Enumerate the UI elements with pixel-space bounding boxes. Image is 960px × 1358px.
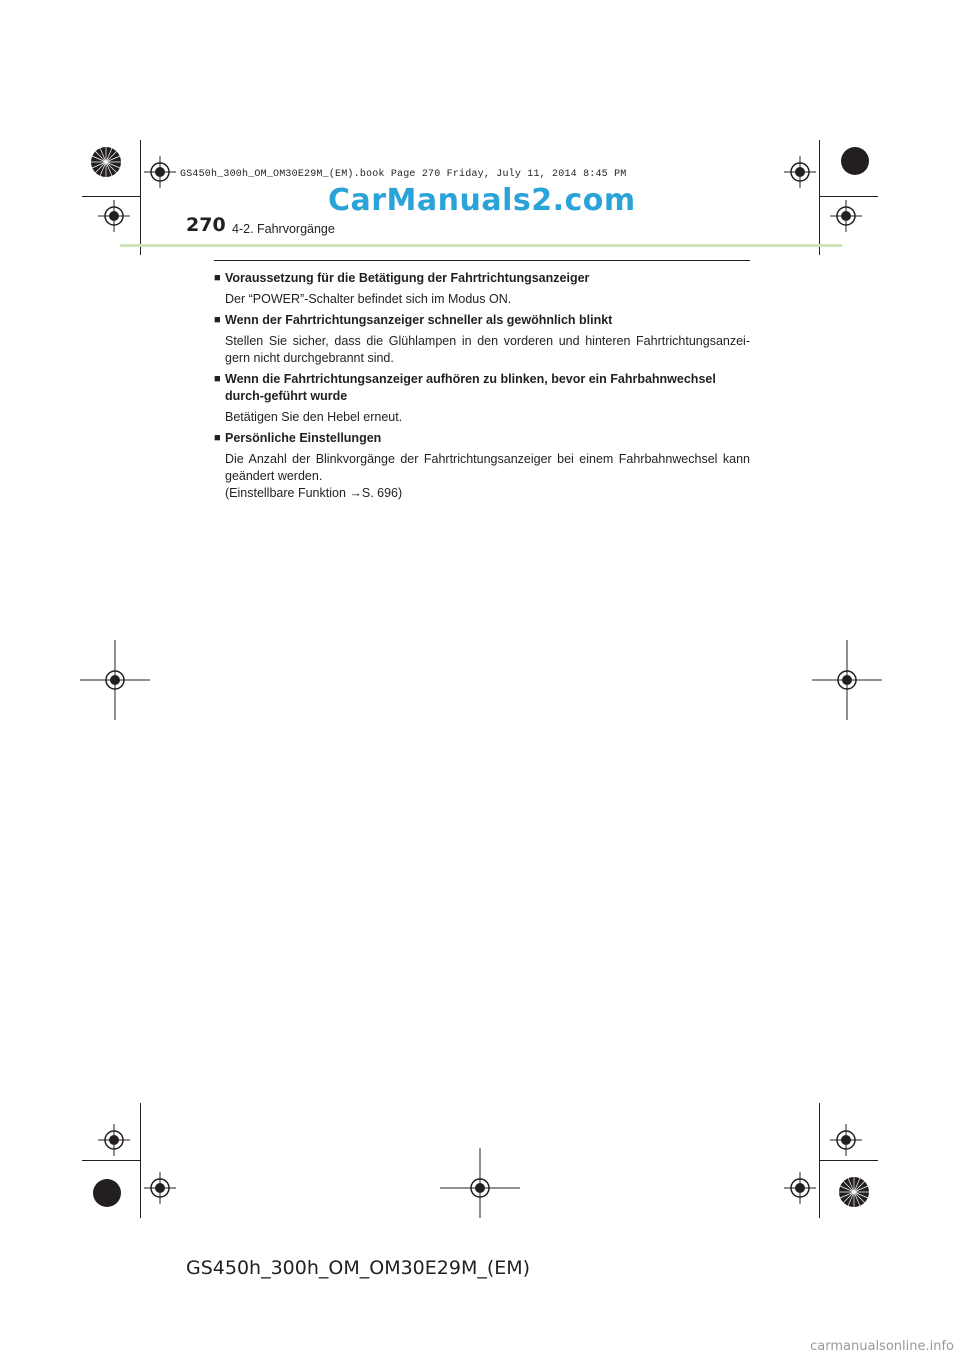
trim-line bbox=[820, 196, 878, 197]
page-number: 270 bbox=[186, 214, 226, 236]
starburst-mark-icon bbox=[90, 146, 122, 178]
registration-mark-icon bbox=[784, 156, 816, 188]
registration-mark-icon bbox=[830, 1124, 862, 1156]
heading-text: Wenn die Fahrtrichtungsanzeiger aufhören zu blinken, bevor ein Fahrbahnwechsel durch-geführt wurde bbox=[225, 372, 716, 403]
starburst-mark-icon bbox=[838, 1176, 870, 1208]
cross-reference-link[interactable]: (Einstellbare Funktion →S. 696) bbox=[225, 486, 403, 500]
print-info: GS450h_300h_OM_OM30E29M_(EM).book Page 270 Friday, July 11, 2014 8:45 PM bbox=[180, 169, 627, 180]
heading-text: Persönliche Einstellungen bbox=[225, 431, 382, 445]
registration-mark-icon bbox=[830, 200, 862, 232]
registration-mark-icon bbox=[144, 156, 176, 188]
bottom-banner-link[interactable]: carmanualsonline.info bbox=[810, 1339, 954, 1354]
body-text: Die Anzahl der Blinkvorgänge der Fahrtrichtungsanzeiger bei einem Fahrbahnwechsel kann geändert werden. bbox=[225, 452, 750, 483]
section-title: 4-2. Fahrvorgänge bbox=[232, 222, 335, 236]
registration-mark-icon bbox=[440, 1148, 520, 1218]
body-text: Der “POWER”-Schalter befindet sich im Modus ON. bbox=[225, 292, 512, 306]
watermark-link[interactable]: CarManuals2.com bbox=[328, 183, 636, 218]
section-heading bbox=[214, 270, 750, 287]
body-text: Stellen Sie sicher, dass die Glühlampen in den vorderen und hinteren Fahrtrichtungsanzei-gern nicht durchgebrannt sind. bbox=[225, 334, 750, 365]
square-bullet-icon: ■ bbox=[214, 432, 221, 444]
square-bullet-icon: ■ bbox=[214, 272, 221, 284]
footer-code: GS450h_300h_OM_OM30E29M_(EM) bbox=[186, 1257, 531, 1279]
content-area bbox=[214, 270, 750, 506]
registration-mark-icon bbox=[80, 640, 150, 720]
trim-line bbox=[140, 1103, 141, 1218]
trim-line bbox=[140, 140, 141, 255]
registration-mark-icon bbox=[98, 1124, 130, 1156]
registration-mark-icon bbox=[784, 1172, 816, 1204]
solid-circle-mark-icon bbox=[92, 1178, 122, 1208]
content-section bbox=[214, 270, 750, 308]
body-text: Betätigen Sie den Hebel erneut. bbox=[225, 410, 403, 424]
content-section bbox=[214, 430, 750, 502]
trim-line bbox=[819, 140, 820, 255]
trim-line bbox=[82, 196, 140, 197]
content-section bbox=[214, 312, 750, 367]
heading-text: Voraussetzung für die Betätigung der Fahrtrichtungsanzeiger bbox=[225, 271, 590, 285]
square-bullet-icon: ■ bbox=[214, 314, 221, 326]
section-heading bbox=[214, 430, 750, 447]
heading-text: Wenn der Fahrtrichtungsanzeiger schneller als gewöhnlich blinkt bbox=[225, 313, 613, 327]
header-rule bbox=[120, 244, 842, 247]
trim-line bbox=[82, 1160, 140, 1161]
content-section bbox=[214, 371, 750, 426]
trim-line bbox=[820, 1160, 878, 1161]
registration-mark-icon bbox=[812, 640, 882, 720]
registration-mark-icon bbox=[98, 200, 130, 232]
square-bullet-icon: ■ bbox=[214, 373, 221, 385]
content-rule bbox=[214, 260, 750, 261]
section-heading bbox=[214, 312, 750, 329]
section-heading bbox=[214, 371, 750, 405]
registration-mark-icon bbox=[144, 1172, 176, 1204]
solid-circle-mark-icon bbox=[840, 146, 870, 176]
